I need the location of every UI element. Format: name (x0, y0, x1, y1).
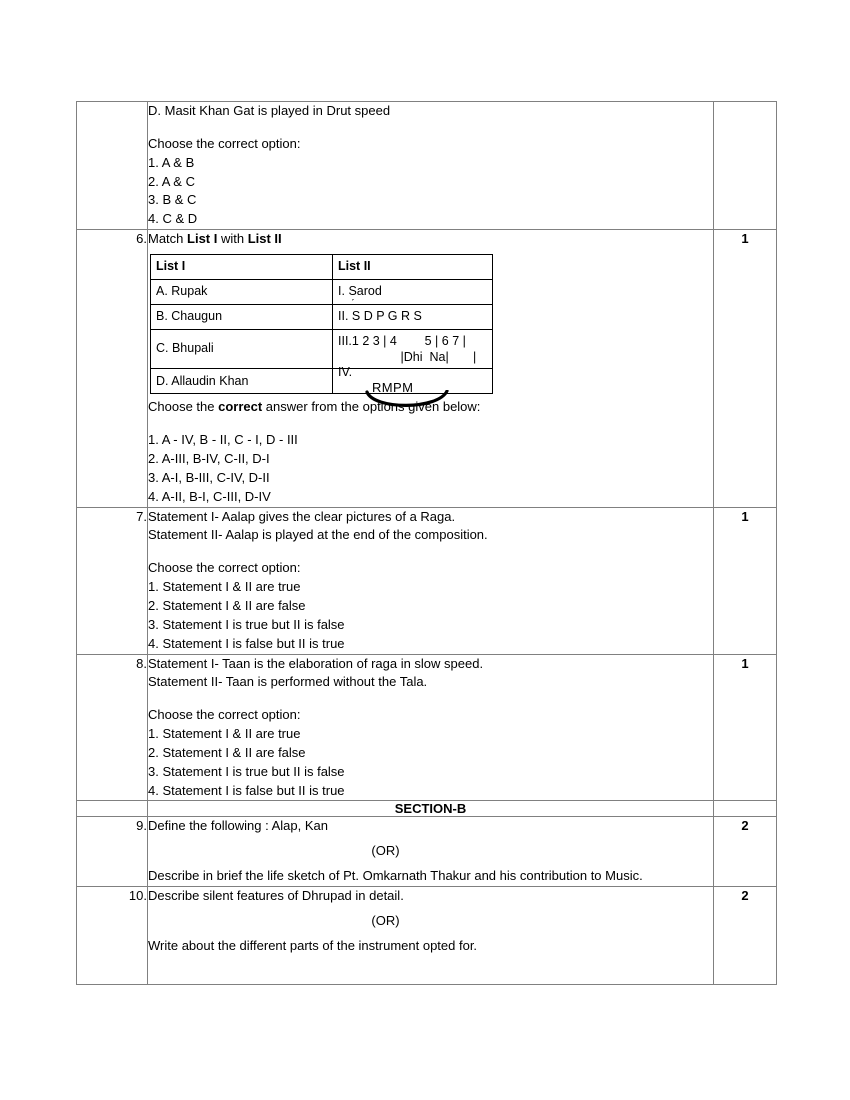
option-item[interactable]: 1. A - IV, B - II, C - I, D - III (148, 432, 298, 448)
match-table-row (151, 369, 493, 394)
alternate-question: Write about the different parts of the instrument opted for. (148, 937, 478, 953)
option-item[interactable]: 2. A-III, B-IV, C-II, D-I (148, 451, 270, 467)
match-table-row (151, 329, 493, 369)
choose-option-prompt: Choose the correct option: (148, 707, 301, 723)
spacer (148, 545, 713, 559)
exam-question-table (76, 101, 777, 985)
or-separator: (OR) (371, 912, 400, 928)
match-table-row (151, 304, 493, 329)
prompt-before: Choose the (148, 399, 219, 415)
question-body-cell (148, 102, 714, 230)
marks-cell: 1 (714, 230, 777, 508)
marks-cell (714, 102, 777, 230)
marks-cell: 2 (714, 886, 777, 984)
option-item[interactable]: 3. Statement I is true but II is false (148, 616, 345, 632)
option-item[interactable]: 3. A-I, B-III, C-IV, D-II (148, 469, 270, 485)
spacer (148, 692, 713, 706)
question-number-cell: 10. (77, 886, 148, 984)
meend-arc-icon (364, 390, 450, 416)
question-statement: D. Masit Khan Gat is played in Drut speed (148, 103, 391, 118)
swara-sa-with-diacritic: S (351, 309, 361, 324)
match-table-header-row (151, 254, 493, 279)
match-right-item-meend (333, 364, 493, 396)
question-number-cell (77, 102, 148, 230)
match-table-row (151, 279, 493, 304)
marks-cell (714, 801, 777, 817)
table-row (77, 102, 777, 230)
option-item[interactable]: 3. B & C (148, 192, 197, 208)
question-body-cell (148, 817, 714, 887)
question-statement: Define the following : Alap, Kan (148, 818, 328, 834)
section-label-cell: SECTION-B (148, 801, 714, 817)
question-body-cell (148, 230, 714, 508)
swara-sequence: D P G R S (360, 309, 422, 324)
match-left-item: B. Chaugun (151, 304, 333, 329)
meend-swara-text: RMPM (372, 380, 414, 396)
option-item[interactable]: 4. Statement I is false but II is true (148, 782, 345, 798)
match-heading-list2: List II (247, 231, 282, 247)
choose-option-prompt: Choose the correct option: (148, 135, 301, 151)
question-body-cell (148, 507, 714, 654)
question-body-cell (148, 886, 714, 984)
table-row (77, 817, 777, 887)
alternate-question: Describe in brief the life sketch of Pt. Omkarnath Thakur and his contribution to Music. (148, 868, 643, 884)
question-number-cell: 8. (77, 654, 148, 801)
question-body-cell (148, 654, 714, 801)
option-item[interactable]: 4. Statement I is false but II is true (148, 635, 345, 651)
match-header-list2: List II (333, 254, 493, 279)
marks-cell: 2 (714, 817, 777, 887)
match-header-list1: List I (151, 254, 333, 279)
statement-one: Statement I- Aalap gives the clear pictures of a Raga. (148, 508, 456, 524)
tala-notation-beats: 1 2 3 | 4 5 | 6 7 | (351, 333, 466, 348)
prompt-after: answer from the options given below: (262, 399, 481, 415)
match-right-item-swara (333, 304, 493, 329)
tala-notation-line-1 (338, 333, 488, 349)
question-number-cell: 9. (77, 817, 148, 887)
match-heading-list1: List I (187, 231, 218, 247)
spacer (148, 121, 713, 135)
marks-cell: 1 (714, 507, 777, 654)
option-item[interactable]: 4. C & D (148, 211, 198, 227)
question-number-cell (77, 801, 148, 817)
table-row (77, 886, 777, 984)
match-heading-prefix: Match (148, 231, 188, 247)
question-number-cell: 7. (77, 507, 148, 654)
match-heading (148, 230, 713, 249)
match-right-label: I. (338, 284, 345, 299)
choose-option-prompt: Choose the correct option: (148, 560, 301, 576)
match-heading-middle: with (217, 231, 248, 247)
or-separator: (OR) (371, 843, 400, 859)
option-item[interactable]: 2. Statement I & II are false (148, 744, 306, 760)
match-list-table (150, 254, 493, 395)
option-item[interactable]: 4. A-II, B-I, C-III, D-IV (148, 488, 271, 504)
statement-two: Statement II- Aalap is played at the end of the composition. (148, 527, 488, 543)
option-item[interactable]: 1. Statement I & II are true (148, 726, 301, 742)
question-statement: Describe silent features of Dhrupad in detail. (148, 887, 404, 903)
section-header-row (77, 801, 777, 817)
question-number-cell: 6. (77, 230, 148, 508)
match-right-item (333, 279, 493, 304)
option-item[interactable]: 2. A & C (148, 173, 195, 189)
option-item[interactable]: 3. Statement I is true but II is false (148, 763, 345, 779)
table-row (77, 230, 777, 508)
match-left-item: C. Bhupali (151, 329, 333, 369)
match-left-item: A. Rupak (151, 279, 333, 304)
statement-one: Statement I- Taan is the elaboration of raga in slow speed. (148, 655, 484, 671)
match-right-label: IV. (338, 364, 353, 379)
match-right-item-notation (333, 329, 493, 369)
tala-notation-line-2: |Dhi Na| | (338, 350, 477, 365)
match-left-item: D. Allaudin Khan (151, 369, 333, 394)
match-right-label: III. (338, 333, 352, 348)
statement-two: Statement II- Taan is performed without the Tala. (148, 674, 428, 690)
spacer (148, 417, 713, 431)
match-right-text: Sarod (348, 284, 382, 299)
table-row (77, 507, 777, 654)
match-right-label: II. (338, 309, 349, 324)
table-row (77, 654, 777, 801)
option-item[interactable]: 1. Statement I & II are true (148, 579, 301, 595)
marks-cell: 1 (714, 654, 777, 801)
prompt-bold-correct: correct (218, 399, 263, 415)
option-item[interactable]: 2. Statement I & II are false (148, 598, 306, 613)
option-item[interactable]: 1. A & B (148, 154, 195, 170)
